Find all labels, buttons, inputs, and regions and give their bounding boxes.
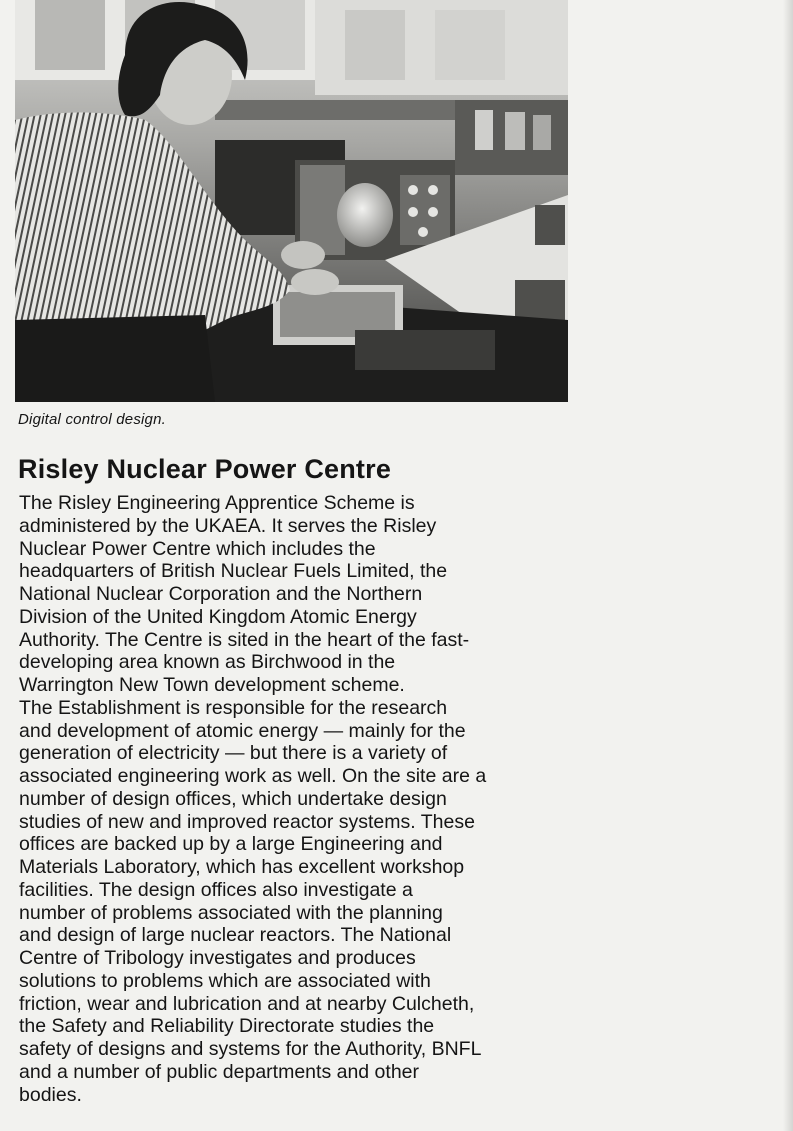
body-line: Warrington New Town development scheme. (19, 674, 405, 696)
body-line: offices are backed up by a large Engineering and (19, 833, 443, 856)
body-line: headquarters of British Nuclear Fuels Limited, the (19, 560, 448, 583)
photo-digital-control-design (15, 0, 568, 402)
body-line: associated engineering work as well. On the site are a (19, 765, 487, 787)
body-line: Centre of Tribology investigates and produces (19, 947, 416, 969)
body-line: safety of designs and systems for the Authority, BNFL (19, 1038, 482, 1060)
body-line: bodies. (19, 1083, 82, 1106)
body-line: The Risley Engineering Apprentice Scheme is (19, 492, 415, 514)
body-line: Materials Laboratory, which has excellent workshop (19, 856, 465, 878)
body-line: studies of new and improved reactor systems. These (19, 810, 475, 833)
body-line: solutions to problems which are associated with (19, 969, 431, 992)
body-line: National Nuclear Corporation and the Northern (19, 583, 423, 605)
body-line: Authority. The Centre is sited in the heart of the fast- (19, 628, 470, 651)
body-line: Nuclear Power Centre which includes the (19, 537, 376, 560)
body-paragraph (19, 492, 589, 1106)
body-line: facilities. The design offices also investigate a (19, 878, 413, 901)
photo-caption: Digital control design. (18, 411, 167, 428)
body-line: the Safety and Reliability Directorate studies the (19, 1015, 435, 1038)
body-line: developing area known as Birchwood in the (19, 651, 396, 674)
body-line: number of design offices, which undertake design (19, 787, 447, 810)
page-edge-shadow (783, 0, 793, 1131)
body-line: administered by the UKAEA. It serves the Risley (19, 514, 437, 537)
body-line: The Establishment is responsible for the research (19, 696, 448, 719)
body-line: friction, wear and lubrication and at nearby Culcheth, (19, 992, 475, 1015)
section-heading: Risley Nuclear Power Centre (18, 454, 392, 484)
body-line: number of problems associated with the planning (19, 901, 443, 924)
body-line: Division of the United Kingdom Atomic Energy (19, 605, 417, 628)
body-line: and a number of public departments and other (19, 1060, 420, 1083)
body-line: and development of atomic energy — mainly for the (19, 719, 466, 742)
body-line: and design of large nuclear reactors. The National (19, 924, 452, 947)
body-line: generation of electricity — but there is a variety of (19, 742, 448, 765)
